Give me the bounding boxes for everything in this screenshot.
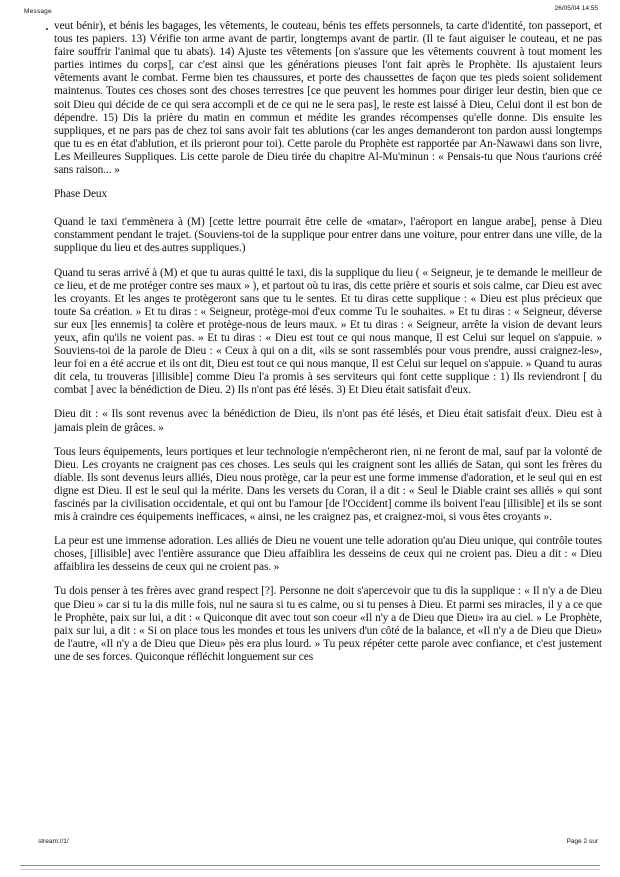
message-label: Message: [24, 8, 52, 15]
date-time: 26/05/04 14:55: [554, 5, 598, 12]
paragraph-fear: La peur est une immense adoration. Les alliés de Dieu ne vouent une telle adoration qu'au Dieu unique, qui contrôle toutes choses, [illisible] avec l'entière assurance que Dieu affaiblira les desseins de ceux qui ne croient pas. Dieu a dit : « Dieu affaiblira les desseins de ceux qui ne croient pas. »: [54, 535, 602, 574]
paragraph-equipment: Tous leurs équipements, leurs portiques et leur technologie n'empêcheront rien, ni ne feront de mal, sauf par la volonté de Dieu. Les croyants ne craignent pas ces choses. Les seuls qui les craignent sont les alliés de Satan, qui sont les frères du diable. Ils sont devenus leurs alliés, Dieu nous protège, car la peur est une forme immense d'adoration, et le seul qui en est digne est Dieu. Il est le seul qui la mérite. Dans les versets du Coran, il a dit : « Seul le Diable craint ses alliés » qui sont fascinés par la civilisation occidentale, et qui ont bu l'amour [de l'Occident] comme ils boivent l'eau [illisible] et ils se sont mis à craindre ces équipements inefficaces, « ainsi, ne les craignez pas, et craignez-moi, si vous êtes croyants ».: [54, 445, 602, 524]
page-number: Page 2 sur: [566, 838, 598, 845]
section-heading: Phase Deux: [54, 188, 108, 201]
paragraph-brothers: Tu dois penser à tes frères avec grand respect [?]. Personne ne doit s'apercevoir que tu dis la supplique : « Il n'y a de Dieu que Dieu » car si tu la dis mille fois, nul ne saura si tu es calme, ou si tu penses à Dieu. Et parmi ses miracles, il y a ce que le Prophète, paix sur lui, a dit : « Quiconque dit avec tout son coeur «Il n'y a de Dieu que Dieu» ira au ciel. » Le Prophète, paix sur lui, a dit : « Si on place tous les mondes et tous les univers d'un côté de la balance, et «Il n'y a de Dieu que Dieu» de l'autre, «Il n'y a de Dieu que Dieu» pès era plus lourd. » Tu peux répéter cette parole avec confiance, et c'est justement une de ses forces. Quiconque réfléchit longuement sur ces: [54, 585, 602, 663]
stray-mark: [46, 28, 48, 30]
paragraph-taxi: Quand le taxi t'emmènera à (M) [cette lettre pourrait être celle de «matar», l'aéroport en langue arabe], pense à Dieu constamment pendant le trajet. (Souviens-toi de la supplique pour entrer dans une voiture, pour entrer dans une ville, de la supplique du lieu et des autres suppliques.): [54, 216, 602, 255]
scan-smudge: [152, 248, 168, 255]
paragraph-quote: Dieu dit : « Ils sont revenus avec la bénédiction de Dieu, ils n'ont pas été lésés, et Dieu était satisfait d'eux. Dieu est à jamais plein de grâces. »: [54, 408, 602, 434]
document-body: [54, 20, 602, 675]
paragraph-continued: veut bénir), et bénis les bagages, les vêtements, le couteau, bénis tes effets personnels, ta carte d'identité, ton passeport, et tous tes papiers. 13) Vérifie ton arme avant de partir, longtemps avant de partir. (Il te faut aiguiser le couteau, et ne pas faire souffrir l'animal que tu abats). 14) Ajuste tes vêtements [on s'assure que les vêtements couvrent à tout moment les parties intimes du corps], car c'est ainsi que les générations pieuses l'ont fait après le Prophète. Ils ajustaient leurs vêtements avant le combat. Ferme bien tes chaussures, et porte des chaussettes de façon que tes pieds soient solidement maintenus. Toutes ces choses sont des choses terrestres [ce que peuvent les hommes pour diriger leur destin, bien que ce soit Dieu qui décide de ce qui sera accompli et de ce qui ne le sera pas], le reste est laissé à Dieu, Celui dont il est bon de dépendre. 15) Dis la prière du matin en commun et médite les grandes récompenses qu'elle donne. Dis ensuite les suppliques, et ne pars pas de chez toi sans avoir fait tes ablutions (car les anges demanderont ton pardon aussi longtemps que tu es en état d'ablution, et ils prieront pour toi). Cette parole du Prophète est rapportée par An-Nawawi dans son livre, Les Meilleures Suppliques. Lis cette parole de Dieu tirée du chapitre Al-Mu'minun : « Pensais-tu que Nous t'aurions créé sans raison... »: [54, 20, 602, 177]
scan-edge-line: [20, 865, 600, 866]
paragraph-arrival: Quand tu seras arrivé à (M) et que tu auras quitté le taxi, dis la supplique du lieu ( « Seigneur, je te demande le meilleur de ce lieu, et de me protéger contre ses maux » ), et partout où tu iras, dis cette prière et souris et sois calme, car Dieu est avec les croyants. Et les anges te protègeront sans que tu le sentes. Et tu diras cette supplique : « Dieu est plus précieux que toute Sa création. » Et tu diras : « Seigneur, protège-moi d'eux comme Tu le souhaites. » Et tu diras : « Seigneur, déverse sur eux [les ennemis] ta colère et protège-nous de leurs maux. » Et tu diras : « Seigneur, arrête la vision de devant leurs yeux, afin qu'ils ne voient pas. » Et tu diras : « Dieu est tout ce qui nous manque, Il est Celui sur lequel on s'appuie. » Souviens-toi de la parole de Dieu : « Ceux à qui on a dit, «ils se sont rassemblés pour vous prendre, aussi craignez-les», leur foi en a été accrue et ils ont dit, Dieu est tout ce qui nous manque, Il est Celui sur lequel on s'appuie. » Quand tu auras dit cela, tu trouveras [illisible] comme Dieu l'a promis à ses serviteurs qui font cette supplique : 1) Ils reviendront [ du combat ] avec la bénédiction de Dieu. 2) Ils n'ont pas été lésés. 3) Et Dieu était satisfait d'eux.: [54, 266, 602, 397]
scan-smudge: [176, 248, 190, 254]
source-url: stream://1/: [38, 838, 69, 845]
scan-smudge: [148, 500, 164, 510]
scan-edge-line: [20, 869, 600, 870]
